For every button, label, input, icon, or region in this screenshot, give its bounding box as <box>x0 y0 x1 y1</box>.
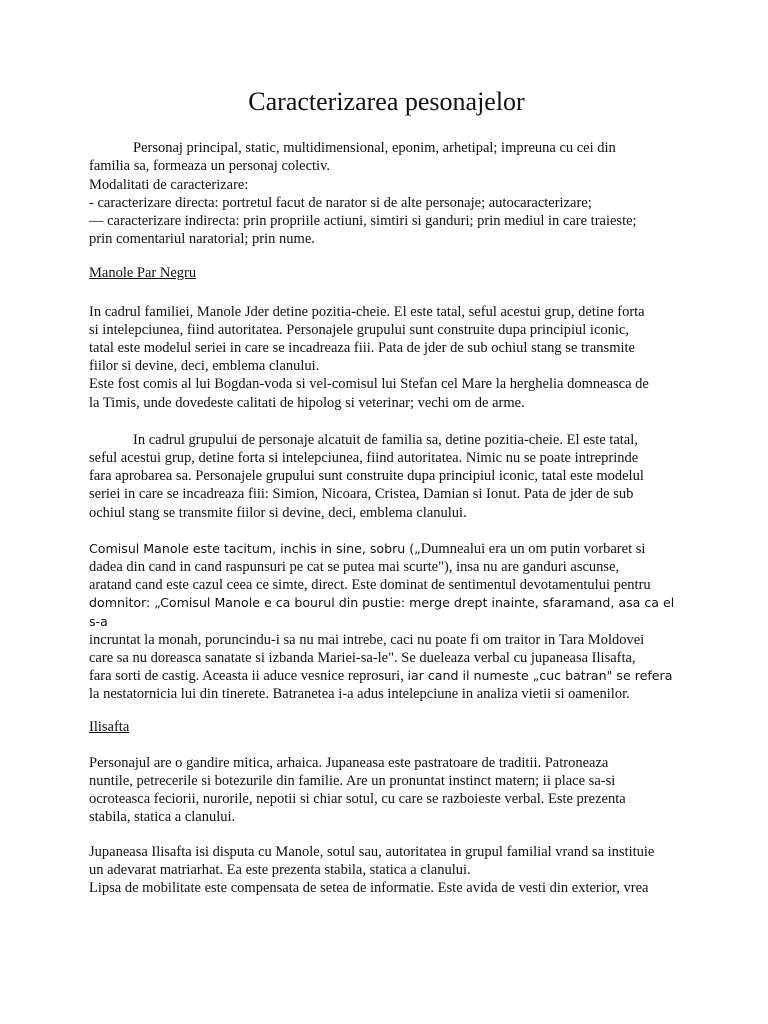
text-line: incruntat la monah, poruncindu-i sa nu mai intrebe, caci nu poate fi om traitor in Tara Moldovei <box>89 631 645 648</box>
text-line: fara aprobarea sa. Personajele grupului sunt construite dupa principiul iconic, tatal este modelul <box>89 468 644 485</box>
text-line: dadea din cand in cand raspunsuri pe cat se putea mai scurte"), insa nu are ganduri ascunse, <box>89 559 620 576</box>
text-line: seful acestui grup, detine forta si intelepciunea, fiind autoritatea. Nimic nu se poate intreprinde <box>89 450 639 467</box>
text-line: Lipsa de mobilitate este compensata de setea de informatie. Este avida de vesti din exterior, vrea <box>89 880 649 897</box>
manole-paragraph-3 <box>89 540 684 704</box>
text-line: tatal este modelul seriei in care se incadreaza fiii. Pata de jder de sub ochiul stang se transmite <box>89 340 635 357</box>
text-segment: Dumnealui era un om putin vorbaret si <box>420 540 646 557</box>
manole-paragraph-2 <box>89 431 684 522</box>
ilisafta-paragraph-2 <box>89 843 684 898</box>
text-line: In cadrul familiei, Manole Jder detine pozitia-cheie. El este tatal, seful acestui grup, detine forta <box>89 303 645 320</box>
intro-paragraph <box>89 139 684 248</box>
text-line: Personajul are o gandire mitica, arhaica. Jupaneasa este pastratoare de traditii. Patroneaza <box>89 754 609 771</box>
text-line: aratand cand este cazul ceea ce simte, direct. Este dominat de sentimentul devotamentului pentru <box>89 577 651 594</box>
text-line: prin comentariul naratorial; prin nume. <box>89 231 315 248</box>
text-line: fiilor si devine, deci, emblema clanului. <box>89 358 320 375</box>
text-line: — caracterizare indirecta: prin propriile actiuni, simtiri si ganduri; prin mediul in care traieste; <box>89 213 637 229</box>
text-line: In cadrul grupului de personaje alcatuit de familia sa, detine pozitia-cheie. El este tatal, <box>133 431 638 448</box>
text-line: la Timis, unde dovedeste calitati de hipolog si veterinar; vechi om de arme. <box>89 394 525 411</box>
text-line: Personaj principal, static, multidimensional, eponim, arhetipal; impreuna cu cei din <box>133 140 616 157</box>
text-line: seriei in care se incadreaza fiii: Simion, Nicoara, Cristea, Damian si Ionut. Pata de jder de sub <box>89 486 634 503</box>
text-line: - caracterizare directa: portretul facut de narator si de alte personaje; autocaracterizare; <box>89 194 592 211</box>
text-line: familia sa, formeaza un personaj colectiv. <box>89 158 331 175</box>
text-line: un adevarat matriarhat. Ea este prezenta stabila, statica a clanului. <box>89 861 471 878</box>
text-line <box>89 540 684 558</box>
manole-paragraph-1 <box>89 303 684 412</box>
text-line: Este fost comis al lui Bogdan-voda si vel-comisul lui Stefan cel Mare la herghelia domneasca de <box>89 376 649 393</box>
section-heading-manole: Manole Par Negru <box>89 265 197 282</box>
text-line: la nestatornicia lui din tinerete. Batranetea i-a adus intelepciune in analiza vietii si oamenilor. <box>89 686 630 703</box>
text-line: Jupaneasa Ilisafta isi disputa cu Manole, sotul sau, autoritatea in grupul familial vrand sa instituie <box>89 843 655 860</box>
text-line: si intelepciunea, fiind autoritatea. Personajele grupului sunt construite dupa principiul iconic, <box>89 321 629 338</box>
ilisafta-paragraph-1 <box>89 754 684 827</box>
text-line: stabila, statica a clanului. <box>89 809 236 826</box>
document-content <box>89 86 684 897</box>
text-line: nuntile, petrecerile si botezurile din familie. Are un pronuntat instinct matern; ii place sa-si <box>89 773 616 790</box>
document-title: Caracterizarea pesonajelor <box>248 87 525 116</box>
text-segment: Comisul Manole este tacitum, inchis in sine, sobru („ <box>89 540 421 556</box>
text-line: ocroteasca feciorii, nurorile, nepotii si chiar sotul, cu care se razboieste verbal. Este prezenta <box>89 791 626 808</box>
text-line: ochiul stang se transmite fiilor si devine, deci, emblema clanului. <box>89 504 467 521</box>
text-line: Modalitati de caracterizare: <box>89 176 249 193</box>
text-segment: iar cand il numeste „cuc batran" se refera <box>407 668 673 684</box>
text-segment: fara sorti de castig. Aceasta ii aduce vesnice reprosuri, <box>89 668 408 685</box>
section-heading-ilisafta: Ilisafta <box>89 718 130 735</box>
text-line: domnitor: „Comisul Manole e ca bourul din pustie: merge drept inainte, sfaramand, asa ca el s-a <box>89 595 675 629</box>
text-line: care sa nu doreasca sanatate si izbanda Mariei-sa-le". Se dueleaza verbal cu jupaneasa Ilisafta, <box>89 650 636 667</box>
text-line <box>89 667 684 685</box>
